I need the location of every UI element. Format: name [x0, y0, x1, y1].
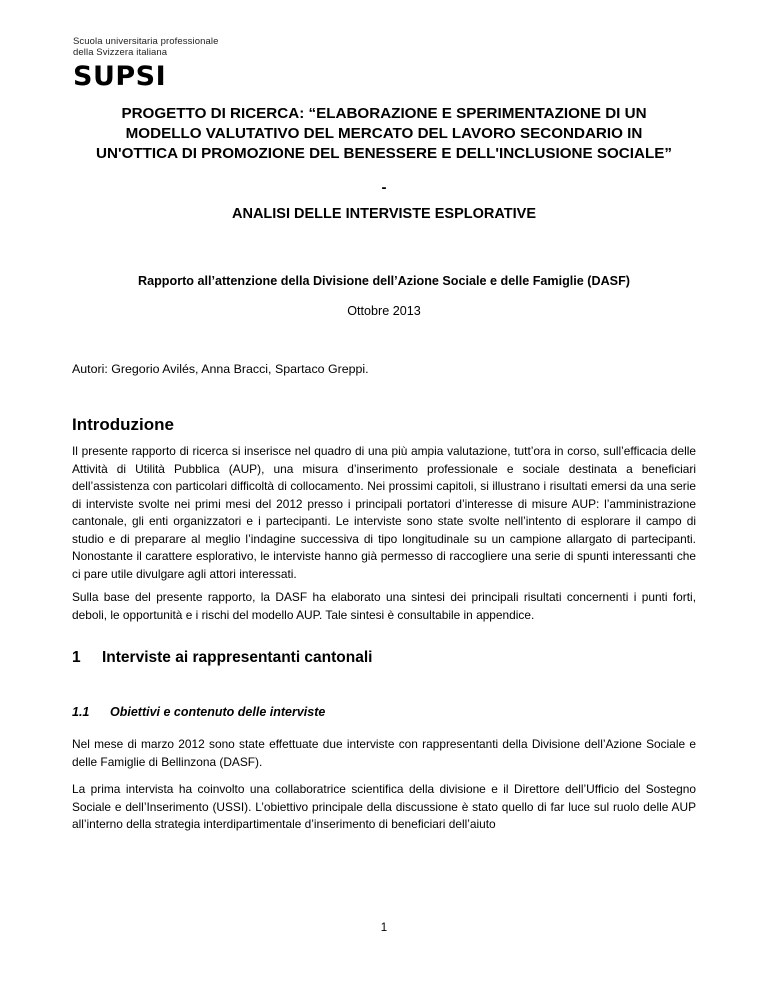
section-1-1-heading: [72, 705, 325, 719]
introduction-paragraph-2: Sulla base del presente rapporto, la DASF ha elaborato una sintesi dei principali risultati concernenti i punti forti, deboli, le opportunità e i rischi del modello AUP. Tale sintesi è consultabile in appendice.: [72, 590, 696, 622]
report-date: Ottobre 2013: [347, 304, 421, 318]
introduction-heading: Introduzione: [72, 415, 174, 434]
title-separator: -: [381, 179, 387, 196]
section-1-1-title: Obiettivi e contenuto delle interviste: [110, 705, 326, 719]
section-1-heading: [72, 649, 372, 667]
logo-mark: SUPSI: [73, 61, 167, 92]
section-1-paragraph-2: La prima intervista ha coinvolto una collaboratrice scientifica della divisione e il Direttore dell’Ufficio del Sostegno Sociale e dell’Inserimento (USSI). L’obiettivo principale della discussione è stato quello di far luce sul ruolo delle AUP all’interno della strategia interdipartimentale d’inserimento di beneficiari dell’aiuto: [72, 782, 696, 831]
logo-line-1: Scuola universitaria professionale: [73, 36, 219, 47]
page-number: 1: [380, 922, 388, 934]
authors-line: Autori: Gregorio Avilés, Anna Bracci, Spartaco Greppi.: [72, 362, 369, 376]
logo-line-2: della Svizzera italiana: [73, 47, 168, 58]
introduction-paragraph-1: Il presente rapporto di ricerca si inserisce nel quadro di una più ampia valutazione, tutt’ora in corso, sull’efficacia delle Attività di Utilità Pubblica (AUP), una misura d’inserimento professionale e sociale destinata a beneficiari dell’assistenza con particolari difficoltà di collocamento. Nei prossimi capitoli, si illustrano i risultati emersi da una serie di interviste svolte nei primi mesi del 2012 presso i principali portatori d’interesse di misure AUP: l’amministrazione cantonale, gli enti organizzatori e i partecipanti. Le interviste sono state svolte nell’intento di esplorare il campo di studio e di preparare al meglio l’indagine successiva di tipo longitudinale su un campione allargato di partecipanti. Nonostante il carattere esplorativo, le interviste hanno già permesso di raccogliere una serie di spunti interessanti che ci pare utile divulgare agli attori interessati.: [72, 444, 696, 581]
document-subtitle: ANALISI DELLE INTERVISTE ESPLORATIVE: [232, 206, 536, 222]
supsi-logo: [73, 36, 218, 92]
section-1-1-number: 1.1: [72, 705, 90, 719]
document-title: PROGETTO DI RICERCA: “ELABORAZIONE E SPERIMENTAZIONE DI UN MODELLO VALUTATIVO DEL MERCATO DEL LAVORO SECONDARIO IN UN'OTTICA DI PROMOZIONE DEL BENESSERE E DELL'INCLUSIONE SOCIALE”: [96, 105, 672, 162]
report-recipient: Rapporto all’attenzione della Divisione dell’Azione Sociale e delle Famiglie (DASF): [138, 274, 630, 288]
section-1-title: Interviste ai rappresentanti cantonali: [102, 649, 373, 666]
section-1-paragraph-1: Nel mese di marzo 2012 sono state effettuate due interviste con rappresentanti della Divisione dell’Azione Sociale e delle Famiglie di Bellinzona (DASF).: [72, 737, 696, 769]
section-1-number: 1: [72, 649, 81, 666]
